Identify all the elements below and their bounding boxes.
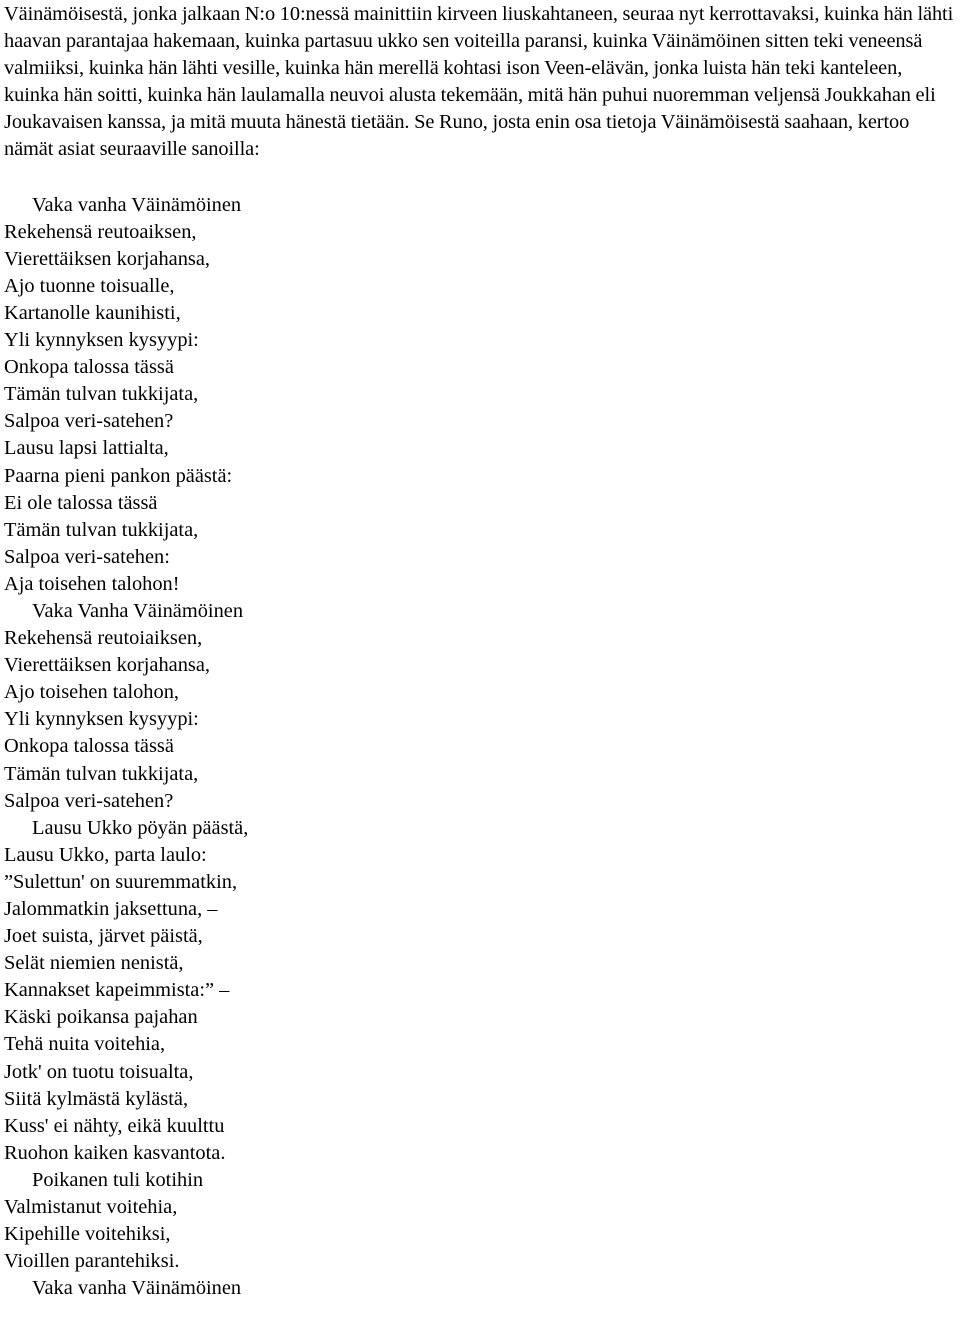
poem-line: Lausu lapsi lattialta, <box>4 437 169 460</box>
poem-line: Kartanolle kaunihisti, <box>4 301 181 324</box>
poem-line: Yli kynnyksen kysyypi: <box>4 708 199 731</box>
poem-line: Kipehille voitehiksi, <box>4 1223 171 1246</box>
poem-line: Salpoa veri-satehen: <box>4 545 170 568</box>
poem-line: Rekehensä reutoiaiksen, <box>4 627 203 650</box>
poem-line: Onkopa talossa tässä <box>4 356 174 379</box>
poem-line: Ei ole talossa tässä <box>4 491 158 514</box>
poem-line: Jotk' on tuotu toisualta, <box>4 1060 194 1083</box>
poem-line: Selät niemien nenistä, <box>4 952 184 975</box>
poem-line: Ajo toisehen talohon, <box>4 681 179 704</box>
poem-line: Vioillen parantehiksi. <box>4 1250 180 1273</box>
poem-line: Ruohon kaiken kasvantota. <box>4 1141 226 1164</box>
poem-line: Lausu Ukko, parta laulo: <box>4 843 207 866</box>
poem-line: Valmistanut voitehia, <box>4 1196 178 1219</box>
poem-line: Paarna pieni pankon päästä: <box>4 464 233 487</box>
poem-line: Vaka Vanha Väinämöinen <box>32 599 244 622</box>
poem-line: Poikanen tuli kotihin <box>32 1168 204 1191</box>
poem-line: Kannakset kapeimmista:” – <box>4 979 230 1002</box>
poem-line: Tehä nuita voitehia, <box>4 1033 166 1056</box>
poem-line: Salpoa veri-satehen? <box>4 789 174 812</box>
poem-line: Tämän tulvan tukkijata, <box>4 762 199 785</box>
poem-line: ”Sulettun' on suuremmatkin, <box>4 870 238 893</box>
poem-line: Siitä kylmästä kylästä, <box>4 1087 189 1110</box>
poem-line: Vaka vanha Väinämöinen <box>32 1277 242 1300</box>
poem-line: Yli kynnyksen kysyypi: <box>4 329 199 352</box>
poem-line: Salpoa veri-satehen? <box>4 410 174 433</box>
poem-line: Tämän tulvan tukkijata, <box>4 518 199 541</box>
poem-line: Vaka vanha Väinämöinen <box>32 193 242 216</box>
poem-line: Vierettäiksen korjahansa, <box>4 247 210 270</box>
poem-line: Rekehensä reutoaiksen, <box>4 220 197 243</box>
poem-block <box>4 164 956 1303</box>
intro-paragraph: Väinämöisestä, jonka jalkaan N:o 10:nessä mainittiin kirveen liuskahtaneen, seuraa nyt kerrottavaksi, kuinka hän lähti haavan parantajaa hakemaan, kuinka partasuu ukko sen voiteilla paransi, kuinka Väinämöinen sitten teki veneensä valmiiksi, kuinka hän lähti vesille, kuinka hän merellä kohtasi ison Veen-elävän, jonka luista hän teki kanteleen, kuinka hän soitti, kuinka hän laulamalla neuvoi alusta tekemään, mitä hän puhui nuoremman veljensä Joukkahan eli Joukavaisen kanssa, ja mitä muuta hänestä tietään. Se Runo, josta enin osa tietoja Väinämöisestä saahaan, kertoo nämät asiat seuraaville sanoilla: <box>4 3 954 161</box>
poem-line: Käski poikansa pajahan <box>4 1006 198 1029</box>
poem-line: Aja toisehen talohon! <box>4 572 180 595</box>
poem-line: Joet suista, järvet päistä, <box>4 925 203 948</box>
poem-line: Jalommatkin jaksettuna, – <box>4 898 218 920</box>
poem-line: Vierettäiksen korjahansa, <box>4 654 210 677</box>
poem-line: Onkopa talossa tässä <box>4 735 174 758</box>
poem-line: Tämän tulvan tukkijata, <box>4 383 199 406</box>
poem-line: Kuss' ei nähty, eikä kuulttu <box>4 1114 225 1137</box>
poem-line: Lausu Ukko pöyän päästä, <box>32 816 249 839</box>
poem-line: Ajo tuonne toisualle, <box>4 274 175 297</box>
